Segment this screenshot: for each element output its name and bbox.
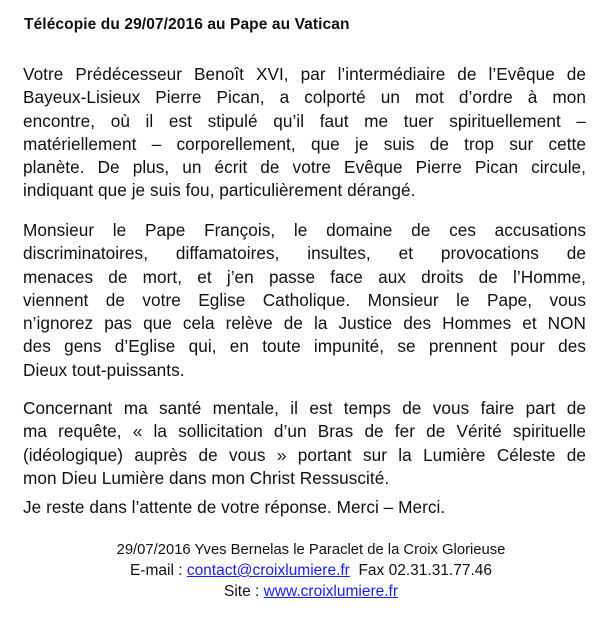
paragraph-3 [23,397,586,490]
paragraph-line: Concernant ma santé mentale, il est temps de vous faire part de [23,398,586,418]
footer-signature: 29/07/2016 Yves Bernelas le Paraclet de la Croix Glorieuse [116,542,506,558]
paragraph-line: viennent de votre Eglise Catholique. Monsieur le Pape, vous [23,289,586,310]
document-title: Télécopie du 29/07/2016 au Pape au Vatican [24,16,350,33]
paragraph-1 [23,63,586,203]
paragraph-line: menaces de mort, et j’en passe face aux droits de l’Homme, [23,266,586,287]
paragraph-line: Dieux tout-puissants. [23,359,185,380]
paragraph-4 [23,496,586,519]
email-link[interactable]: contact@croixlumiere.fr [186,562,350,579]
site-link[interactable]: www.croixlumiere.fr [263,583,398,600]
fax-number: Fax 02.31.31.77.46 [349,562,493,579]
paragraph-line: Votre Prédécesseur Benoît XVI, par l’intermédiaire de l’Evêque de [23,64,586,84]
paragraph-line: Je reste dans l’attente de votre réponse. Merci – Merci. [23,497,446,517]
paragraph-line: encontre, où il est stipulé qu’il faut me tuer spirituellement – [23,110,586,131]
paragraph-2 [23,219,586,382]
paragraph-line: des gens d’Eglise qui, en toute impunité, se prennent pour des [23,336,586,357]
paragraph-line: discriminatoires, diffamatoires, insultes, et provocations de [23,243,586,264]
paragraph-line: Monsieur le Pape François, le domaine de ces accusations [23,220,586,240]
paragraph-line: (idéologique) auprès de vous » portant sur la Lumière Céleste de [23,444,586,465]
email-label: E-mail : [129,562,187,579]
paragraph-line: mon Dieu Lumière dans mon Christ Ressuscité. [23,467,390,488]
paragraph-line: matériellement – corporellement, que je suis de trop sur cette [23,133,586,154]
footer-contact [6,562,610,580]
paragraph-line: ma requête, « la sollicitation d’un Bras de fer de Vérité spirituelle [23,421,586,442]
paragraph-line: indiquant que je suis fou, particulièrement dérangé. [23,180,416,201]
paragraph-line: Bayeux-Lisieux Pierre Pican, a colporté un mot d’ordre à mon [23,87,586,108]
paragraph-line: planète. De plus, un écrit de votre Evêque Pierre Pican circule, [23,157,586,178]
footer-site [6,583,610,601]
site-label: Site : [224,583,264,600]
paragraph-line: n’ignorez pas que cela relève de la Justice des Hommes et NON [23,313,586,334]
